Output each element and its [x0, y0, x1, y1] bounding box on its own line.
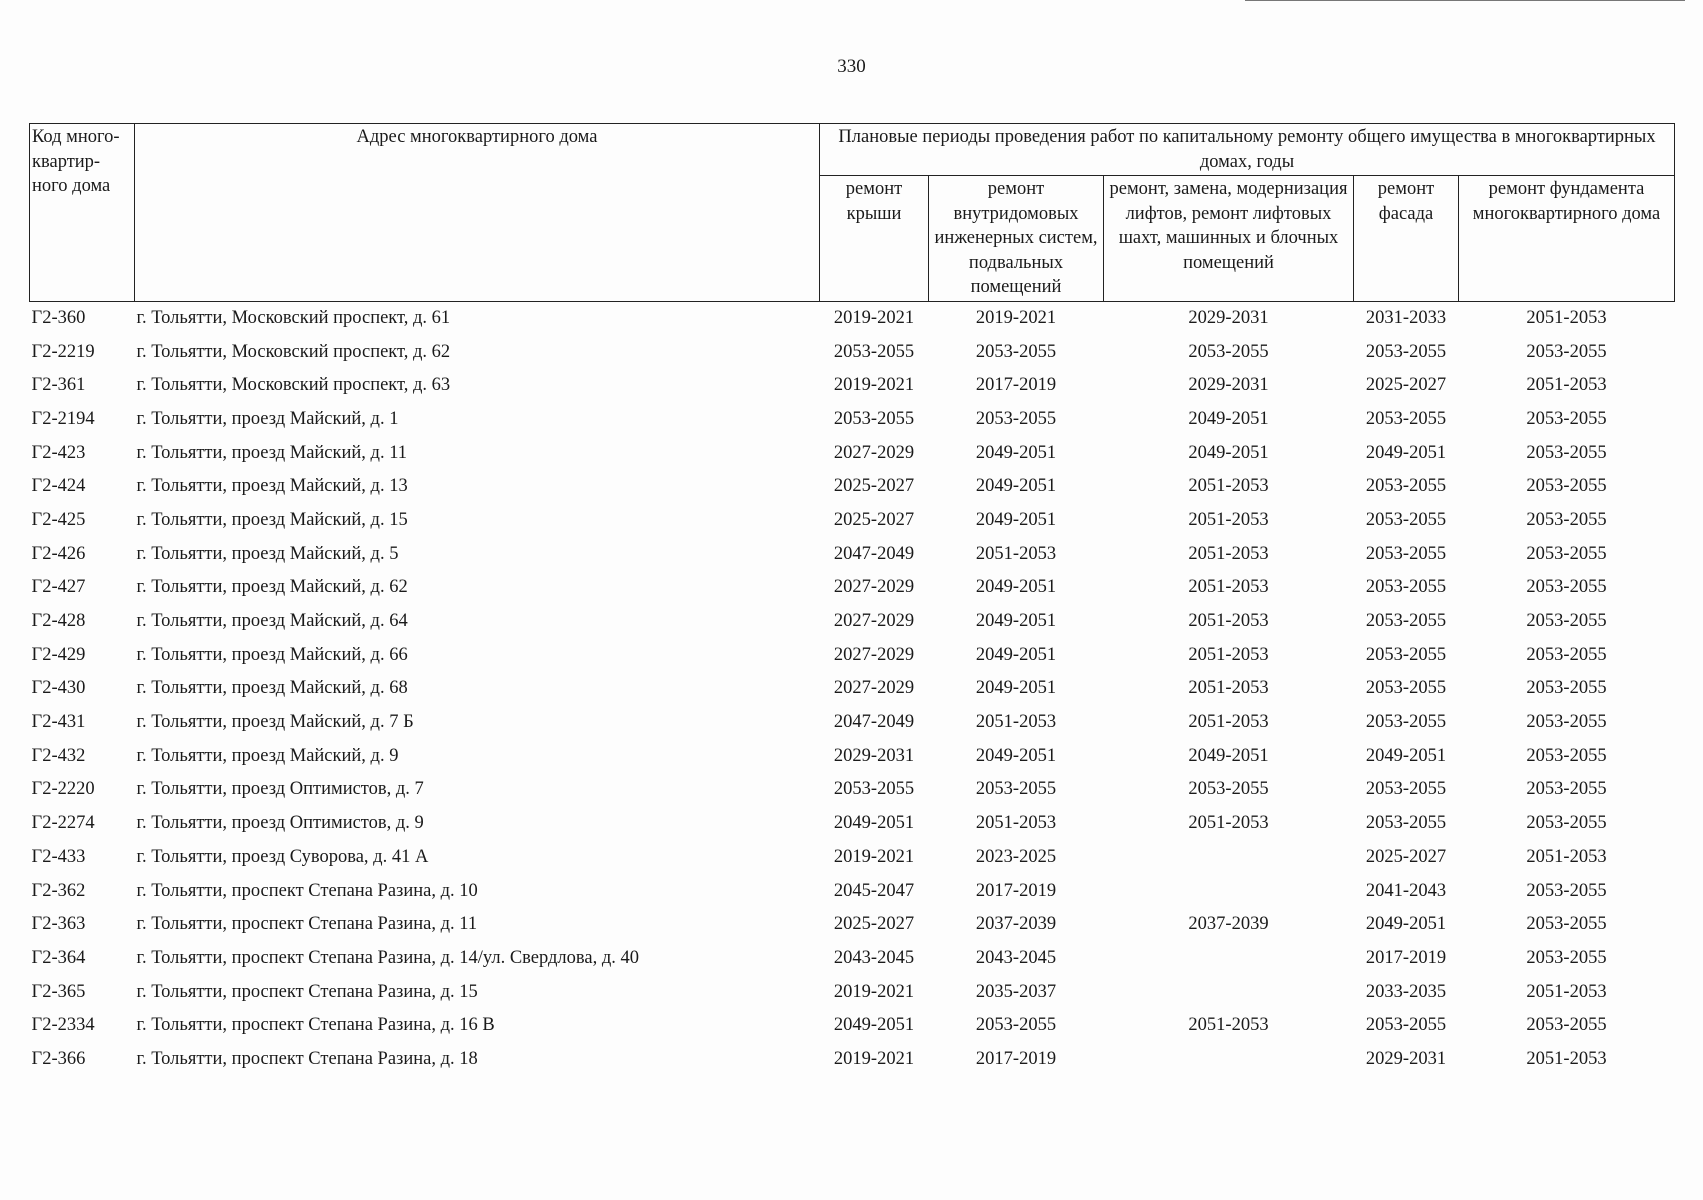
cell-engineering: 2017-2019: [975, 880, 1057, 901]
cell-code: Г2-363: [31, 914, 86, 935]
table-row: [30, 975, 1675, 1009]
cell-foundation: 2051-2053: [1526, 307, 1607, 328]
cell-engineering: 2017-2019: [975, 1048, 1057, 1069]
cell-foundation: 2053-2055: [1526, 779, 1607, 800]
table-row: [30, 1009, 1675, 1043]
cell-roof: 2047-2049: [833, 543, 915, 564]
cell-address: г. Тольятти, Московский проспект, д. 63: [136, 375, 451, 396]
cell-roof: 2019-2021: [833, 1048, 915, 1069]
cell-facade: 2053-2055: [1365, 543, 1447, 564]
cell-lifts: 2049-2051: [1188, 408, 1269, 429]
cell-facade: 2049-2051: [1365, 442, 1447, 463]
table-row: [30, 706, 1675, 740]
cell-engineering: 2053-2055: [975, 408, 1057, 429]
cell-code: Г2-2274: [31, 813, 95, 834]
cell-roof: 2027-2029: [833, 442, 915, 463]
cell-facade: 2029-2031: [1365, 1048, 1447, 1069]
table-row: [30, 537, 1675, 571]
cell-lifts: [1104, 874, 1354, 908]
header-facade: ремонт фасада: [1354, 176, 1459, 302]
cell-foundation: 2053-2055: [1526, 543, 1607, 564]
cell-facade: 2053-2055: [1365, 678, 1447, 699]
cell-engineering: 2051-2053: [975, 813, 1057, 834]
cell-facade: 2053-2055: [1365, 341, 1447, 362]
cell-foundation: 2053-2055: [1526, 745, 1607, 766]
cell-lifts: 2029-2031: [1188, 307, 1269, 328]
cell-lifts: 2051-2053: [1188, 509, 1269, 530]
cell-foundation: 2053-2055: [1526, 509, 1607, 530]
cell-address: г. Тольятти, проспект Степана Разина, д. 14/ул. Свердлова, д. 40: [136, 947, 640, 968]
cell-lifts: [1104, 1043, 1354, 1077]
cell-code: Г2-433: [31, 846, 86, 867]
cell-foundation: 2053-2055: [1526, 1015, 1607, 1036]
cell-facade: 2025-2027: [1365, 846, 1447, 867]
cell-facade: 2053-2055: [1365, 712, 1447, 733]
table-row: [30, 841, 1675, 875]
cell-foundation: 2051-2053: [1526, 846, 1607, 867]
cell-lifts: [1104, 942, 1354, 976]
cell-code: Г2-2220: [31, 779, 95, 800]
cell-address: г. Тольятти, проезд Суворова, д. 41 А: [136, 846, 429, 867]
cell-foundation: 2053-2055: [1526, 678, 1607, 699]
cell-engineering: 2023-2025: [975, 846, 1057, 867]
cell-engineering: 2049-2051: [975, 678, 1057, 699]
capital-repair-schedule-table: [29, 123, 1675, 1076]
cell-facade: 2053-2055: [1365, 644, 1447, 665]
cell-roof: 2045-2047: [833, 880, 915, 901]
cell-code: Г2-428: [31, 611, 86, 632]
cell-lifts: 2051-2053: [1188, 543, 1269, 564]
cell-facade: 2049-2051: [1365, 745, 1447, 766]
cell-engineering: 2049-2051: [975, 644, 1057, 665]
cell-engineering: 2049-2051: [975, 611, 1057, 632]
table-row: [30, 335, 1675, 369]
cell-lifts: 2051-2053: [1188, 611, 1269, 632]
cell-address: г. Тольятти, проезд Майский, д. 62: [136, 577, 408, 598]
cell-lifts: 2051-2053: [1188, 476, 1269, 497]
header-lifts: ремонт, замена, модернизация лифтов, ремонт лифтовых шахт, машинных и блочных помещений: [1104, 176, 1354, 302]
top-edge-rule: [1245, 0, 1685, 1]
cell-engineering: 2049-2051: [975, 577, 1057, 598]
cell-roof: 2043-2045: [833, 947, 915, 968]
cell-facade: 2031-2033: [1365, 307, 1447, 328]
cell-foundation: 2053-2055: [1526, 611, 1607, 632]
cell-code: Г2-2194: [31, 408, 95, 429]
cell-code: Г2-361: [31, 375, 86, 396]
cell-roof: 2049-2051: [833, 1015, 915, 1036]
cell-lifts: 2049-2051: [1188, 745, 1269, 766]
cell-address: г. Тольятти, проезд Майский, д. 15: [136, 509, 408, 530]
cell-code: Г2-362: [31, 880, 86, 901]
cell-foundation: 2053-2055: [1526, 577, 1607, 598]
cell-address: г. Тольятти, проезд Майский, д. 7 Б: [136, 712, 414, 733]
cell-facade: 2053-2055: [1365, 1015, 1447, 1036]
cell-engineering: 2049-2051: [975, 509, 1057, 530]
cell-facade: 2053-2055: [1365, 476, 1447, 497]
cell-engineering: 2051-2053: [975, 712, 1057, 733]
table-row: [30, 403, 1675, 437]
cell-address: г. Тольятти, проезд Майский, д. 5: [136, 543, 399, 564]
cell-foundation: 2053-2055: [1526, 880, 1607, 901]
header-foundation: ремонт фундамента многоквартирного дома: [1459, 176, 1675, 302]
cell-engineering: 2053-2055: [975, 341, 1057, 362]
cell-facade: 2049-2051: [1365, 914, 1447, 935]
cell-foundation: 2053-2055: [1526, 813, 1607, 834]
cell-engineering: 2053-2055: [975, 1015, 1057, 1036]
table-row: [30, 504, 1675, 538]
cell-roof: 2027-2029: [833, 611, 915, 632]
cell-roof: 2053-2055: [833, 779, 915, 800]
cell-engineering: 2051-2053: [975, 543, 1057, 564]
cell-lifts: 2053-2055: [1188, 779, 1269, 800]
cell-lifts: 2049-2051: [1188, 442, 1269, 463]
cell-address: г. Тольятти, проезд Майский, д. 13: [136, 476, 408, 497]
table-row: [30, 571, 1675, 605]
cell-engineering: 2049-2051: [975, 476, 1057, 497]
cell-roof: 2027-2029: [833, 678, 915, 699]
cell-code: Г2-426: [31, 543, 86, 564]
cell-foundation: 2053-2055: [1526, 914, 1607, 935]
cell-foundation: 2053-2055: [1526, 341, 1607, 362]
cell-facade: 2041-2043: [1365, 880, 1447, 901]
table-row: [30, 1043, 1675, 1077]
cell-foundation: 2051-2053: [1526, 375, 1607, 396]
cell-code: Г2-423: [31, 442, 86, 463]
cell-code: Г2-360: [31, 307, 86, 328]
table-row: [30, 807, 1675, 841]
cell-engineering: 2043-2045: [975, 947, 1057, 968]
cell-engineering: 2019-2021: [975, 307, 1057, 328]
cell-roof: 2027-2029: [833, 577, 915, 598]
cell-engineering: 2049-2051: [975, 442, 1057, 463]
cell-address: г. Тольятти, проспект Степана Разина, д. 10: [136, 880, 478, 901]
table-row: [30, 908, 1675, 942]
cell-engineering: 2049-2051: [975, 745, 1057, 766]
cell-code: Г2-2334: [31, 1015, 95, 1036]
cell-roof: 2019-2021: [833, 846, 915, 867]
cell-lifts: 2051-2053: [1188, 813, 1269, 834]
cell-facade: 2033-2035: [1365, 981, 1447, 1002]
cell-lifts: [1104, 841, 1354, 875]
cell-roof: 2019-2021: [833, 981, 915, 1002]
cell-foundation: 2053-2055: [1526, 408, 1607, 429]
header-address: Адрес многоквартирного дома: [135, 124, 820, 302]
cell-address: г. Тольятти, проезд Оптимистов, д. 9: [136, 813, 424, 834]
cell-roof: 2053-2055: [833, 341, 915, 362]
cell-address: г. Тольятти, проезд Майский, д. 9: [136, 745, 399, 766]
cell-engineering: 2035-2037: [975, 981, 1057, 1002]
cell-address: г. Тольятти, проезд Майский, д. 11: [136, 442, 408, 463]
header-code: Код много-квартир-ного дома: [30, 124, 135, 302]
cell-code: Г2-2219: [31, 341, 95, 362]
cell-lifts: 2037-2039: [1188, 914, 1269, 935]
cell-address: г. Тольятти, проспект Степана Разина, д. 16 В: [136, 1015, 495, 1036]
cell-facade: 2053-2055: [1365, 813, 1447, 834]
table-row: [30, 638, 1675, 672]
cell-facade: 2053-2055: [1365, 509, 1447, 530]
cell-address: г. Тольятти, проезд Майский, д. 66: [136, 644, 408, 665]
cell-facade: 2017-2019: [1365, 947, 1447, 968]
table-header: [30, 124, 1675, 302]
table-row: [30, 739, 1675, 773]
cell-roof: 2047-2049: [833, 712, 915, 733]
cell-foundation: 2051-2053: [1526, 981, 1607, 1002]
cell-engineering: 2017-2019: [975, 375, 1057, 396]
cell-address: г. Тольятти, проезд Майский, д. 64: [136, 611, 408, 632]
cell-lifts: [1104, 975, 1354, 1009]
cell-roof: 2029-2031: [833, 745, 915, 766]
cell-foundation: 2053-2055: [1526, 947, 1607, 968]
cell-roof: 2027-2029: [833, 644, 915, 665]
cell-lifts: 2051-2053: [1188, 577, 1269, 598]
cell-code: Г2-432: [31, 745, 86, 766]
cell-facade: 2025-2027: [1365, 375, 1447, 396]
cell-facade: 2053-2055: [1365, 577, 1447, 598]
cell-code: Г2-365: [31, 981, 86, 1002]
cell-roof: 2025-2027: [833, 914, 915, 935]
cell-address: г. Тольятти, проспект Степана Разина, д. 18: [136, 1048, 478, 1069]
cell-code: Г2-364: [31, 947, 86, 968]
cell-foundation: 2053-2055: [1526, 644, 1607, 665]
cell-address: г. Тольятти, проезд Майский, д. 1: [136, 408, 399, 429]
cell-code: Г2-430: [31, 678, 86, 699]
cell-address: г. Тольятти, проспект Степана Разина, д. 15: [136, 981, 478, 1002]
cell-code: Г2-431: [31, 712, 86, 733]
cell-engineering: 2053-2055: [975, 779, 1057, 800]
cell-roof: 2053-2055: [833, 408, 915, 429]
cell-roof: 2049-2051: [833, 813, 915, 834]
cell-roof: 2025-2027: [833, 476, 915, 497]
table-row: [30, 672, 1675, 706]
cell-code: Г2-366: [31, 1048, 86, 1069]
table-row: [30, 470, 1675, 504]
cell-code: Г2-424: [31, 476, 86, 497]
cell-foundation: 2053-2055: [1526, 442, 1607, 463]
page-number: 330: [837, 56, 866, 77]
cell-facade: 2053-2055: [1365, 779, 1447, 800]
table-row: [30, 605, 1675, 639]
table-row: [30, 874, 1675, 908]
cell-code: Г2-425: [31, 509, 86, 530]
cell-address: г. Тольятти, проезд Майский, д. 68: [136, 678, 408, 699]
cell-foundation: 2053-2055: [1526, 712, 1607, 733]
table-row: [30, 301, 1675, 335]
cell-facade: 2053-2055: [1365, 611, 1447, 632]
cell-lifts: 2053-2055: [1188, 341, 1269, 362]
cell-address: г. Тольятти, проезд Оптимистов, д. 7: [136, 779, 424, 800]
header-roof: ремонт крыши: [820, 176, 929, 302]
header-periods-group: Плановые периоды проведения работ по капитальному ремонту общего имущества в многоквартирных домах, годы: [820, 124, 1675, 176]
table-row: [30, 369, 1675, 403]
cell-foundation: 2051-2053: [1526, 1048, 1607, 1069]
cell-address: г. Тольятти, Московский проспект, д. 61: [136, 307, 451, 328]
table-body: [30, 301, 1675, 1076]
table-row: [30, 436, 1675, 470]
cell-engineering: 2037-2039: [975, 914, 1057, 935]
cell-foundation: 2053-2055: [1526, 476, 1607, 497]
cell-code: Г2-429: [31, 644, 86, 665]
table-row: [30, 942, 1675, 976]
cell-code: Г2-427: [31, 577, 86, 598]
header-engineering: ремонт внутридомовых инженерных систем, подвальных помещений: [929, 176, 1104, 302]
cell-lifts: 2051-2053: [1188, 712, 1269, 733]
cell-roof: 2025-2027: [833, 509, 915, 530]
cell-lifts: 2051-2053: [1188, 1015, 1269, 1036]
cell-roof: 2019-2021: [833, 307, 915, 328]
cell-address: г. Тольятти, проспект Степана Разина, д. 11: [136, 914, 478, 935]
cell-roof: 2019-2021: [833, 375, 915, 396]
cell-facade: 2053-2055: [1365, 408, 1447, 429]
table-row: [30, 773, 1675, 807]
cell-lifts: 2029-2031: [1188, 375, 1269, 396]
cell-lifts: 2051-2053: [1188, 678, 1269, 699]
cell-lifts: 2051-2053: [1188, 644, 1269, 665]
cell-address: г. Тольятти, Московский проспект, д. 62: [136, 341, 451, 362]
